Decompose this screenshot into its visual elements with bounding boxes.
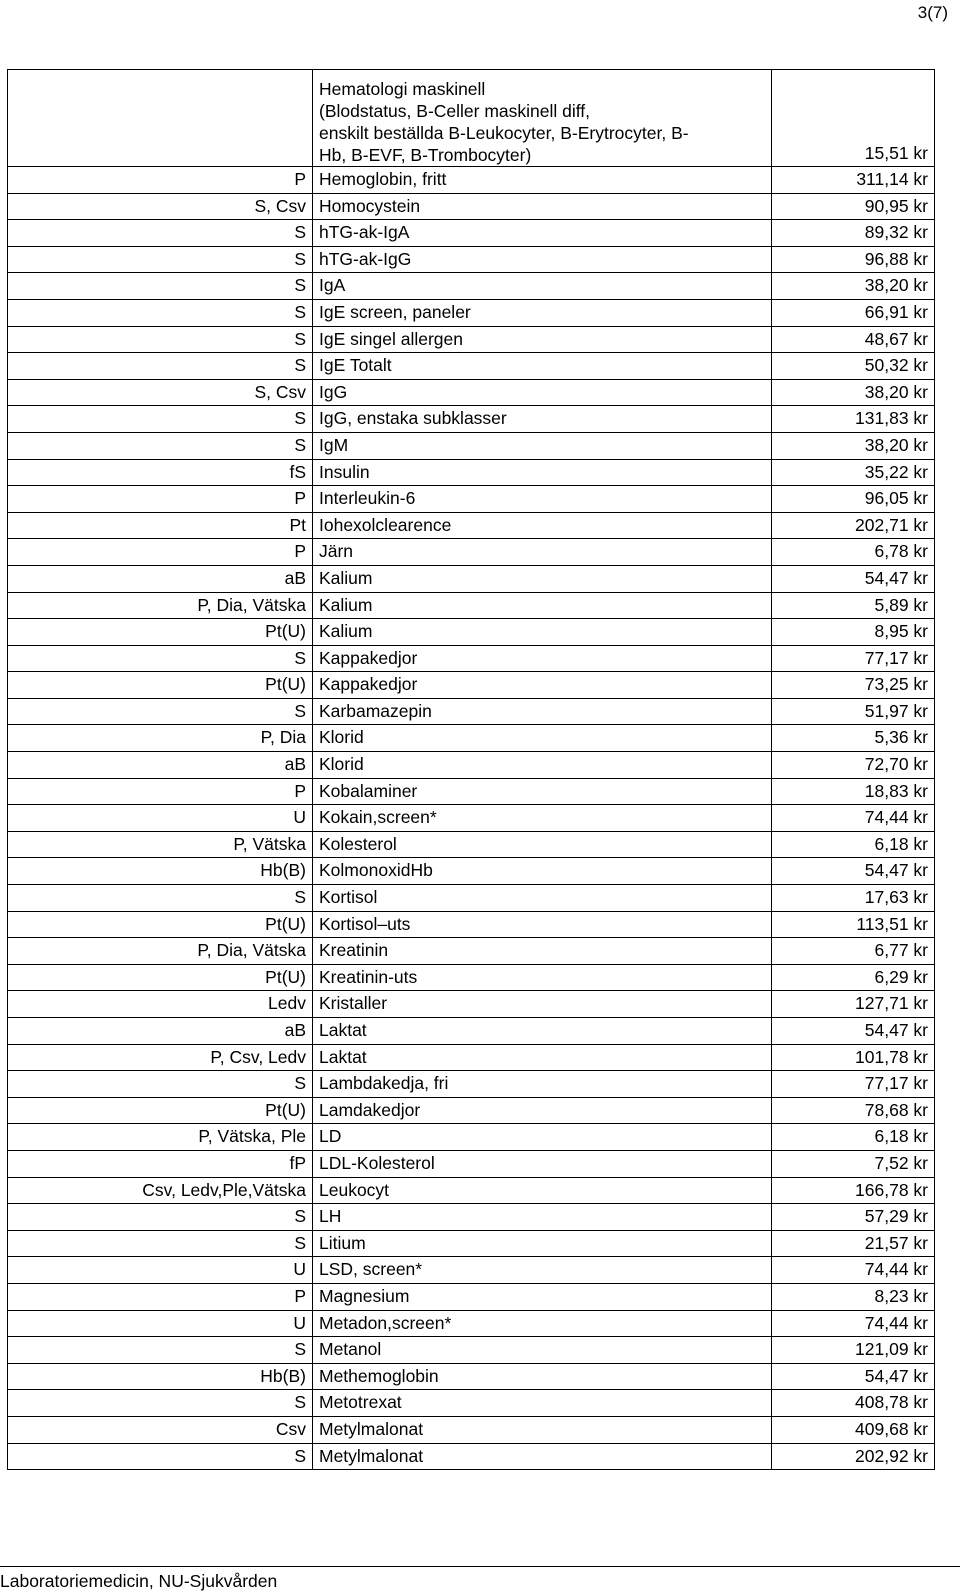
test-name-cell: Homocystein (313, 193, 772, 220)
table-row-header-group (8, 70, 935, 167)
price-cell: 121,09 kr (772, 1337, 935, 1364)
table-row (8, 858, 935, 885)
table-row (8, 805, 935, 832)
test-name-cell: Kappakedjor (313, 645, 772, 672)
test-name-cell: Kortisol–uts (313, 911, 772, 938)
table-row (8, 246, 935, 273)
price-cell: 311,14 kr (772, 167, 935, 194)
price-cell: 54,47 kr (772, 565, 935, 592)
sample-type-cell: S (8, 353, 313, 380)
price-cell: 5,36 kr (772, 725, 935, 752)
test-name-cell: IgG (313, 379, 772, 406)
table-row (8, 1310, 935, 1337)
sample-type-cell: Pt(U) (8, 672, 313, 699)
table-row (8, 1204, 935, 1231)
test-name-cell: Methemoglobin (313, 1363, 772, 1390)
price-cell: 408,78 kr (772, 1390, 935, 1417)
sample-type-cell: S (8, 645, 313, 672)
table-row (8, 1124, 935, 1151)
table-row (8, 1018, 935, 1045)
test-name-cell: KolmonoxidHb (313, 858, 772, 885)
test-name-cell: IgM (313, 432, 772, 459)
test-name-cell: IgE screen, paneler (313, 299, 772, 326)
table-row (8, 1071, 935, 1098)
sample-type-cell: S (8, 273, 313, 300)
test-name-cell: Kreatinin-uts (313, 964, 772, 991)
sample-type-cell: Csv, Ledv,Ple,Vätska (8, 1177, 313, 1204)
table-row (8, 1257, 935, 1284)
test-name-line: Hb, B-EVF, B-Trombocyter) (319, 145, 532, 165)
sample-type-cell: fS (8, 459, 313, 486)
sample-type-cell: Pt (8, 512, 313, 539)
price-cell: 21,57 kr (772, 1230, 935, 1257)
test-name-cell: LH (313, 1204, 772, 1231)
table-row (8, 964, 935, 991)
sample-type-cell: Pt(U) (8, 619, 313, 646)
table-row (8, 698, 935, 725)
price-cell: 7,52 kr (772, 1150, 935, 1177)
price-cell: 72,70 kr (772, 752, 935, 779)
price-cell: 50,32 kr (772, 353, 935, 380)
sample-type-cell: P, Vätska, Ple (8, 1124, 313, 1151)
sample-type-cell: Hb(B) (8, 858, 313, 885)
table-row (8, 539, 935, 566)
test-name-cell: Lambdakedja, fri (313, 1071, 772, 1098)
table-row (8, 273, 935, 300)
table-row (8, 885, 935, 912)
sample-type-cell: P (8, 167, 313, 194)
price-cell: 74,44 kr (772, 1257, 935, 1284)
test-name-line: enskilt beställda B-Leukocyter, B-Erytrocyter, B- (319, 123, 689, 143)
table-row (8, 911, 935, 938)
price-cell: 73,25 kr (772, 672, 935, 699)
price-cell: 166,78 kr (772, 1177, 935, 1204)
test-name-cell: Lamdakedjor (313, 1097, 772, 1124)
sample-type-cell: S (8, 1337, 313, 1364)
sample-type-cell: P, Dia, Vätska (8, 592, 313, 619)
price-cell: 131,83 kr (772, 406, 935, 433)
table-row (8, 432, 935, 459)
sample-type-cell: S (8, 1071, 313, 1098)
sample-type-cell: Csv (8, 1416, 313, 1443)
test-name-cell: Kappakedjor (313, 672, 772, 699)
sample-type-cell: S (8, 406, 313, 433)
table-row (8, 672, 935, 699)
sample-type-cell: S (8, 1204, 313, 1231)
price-cell: 8,95 kr (772, 619, 935, 646)
price-cell: 113,51 kr (772, 911, 935, 938)
table-row (8, 1390, 935, 1417)
footer-divider (0, 1566, 960, 1567)
test-name-cell: Interleukin-6 (313, 486, 772, 513)
test-name-cell: Laktat (313, 1044, 772, 1071)
test-name-cell: Kreatinin (313, 938, 772, 965)
price-cell: 78,68 kr (772, 1097, 935, 1124)
sample-type-cell: U (8, 1310, 313, 1337)
table-row (8, 752, 935, 779)
price-cell: 15,51 kr (772, 70, 935, 167)
table-row (8, 831, 935, 858)
test-name-cell: hTG-ak-IgA (313, 220, 772, 247)
sample-type-cell: P (8, 1283, 313, 1310)
test-name-cell: Laktat (313, 1018, 772, 1045)
test-name-line: Hematologi maskinell (319, 79, 486, 99)
table-row (8, 326, 935, 353)
sample-type-cell: U (8, 1257, 313, 1284)
sample-type-cell: P (8, 539, 313, 566)
sample-type-cell: S (8, 1390, 313, 1417)
footer-text: Laboratoriemedicin, NU-Sjukvården (0, 1571, 278, 1591)
sample-type-cell: U (8, 805, 313, 832)
table-row (8, 1416, 935, 1443)
price-cell: 5,89 kr (772, 592, 935, 619)
test-name-cell: IgE Totalt (313, 353, 772, 380)
table-row (8, 220, 935, 247)
table-row (8, 1283, 935, 1310)
sample-type-cell: S (8, 698, 313, 725)
table-row (8, 1177, 935, 1204)
test-name-cell: Kalium (313, 619, 772, 646)
sample-type-cell: S, Csv (8, 193, 313, 220)
table-row (8, 778, 935, 805)
price-cell: 57,29 kr (772, 1204, 935, 1231)
table-row (8, 645, 935, 672)
test-name-line: (Blodstatus, B-Celler maskinell diff, (319, 101, 591, 121)
price-cell: 6,77 kr (772, 938, 935, 965)
table-row (8, 1443, 935, 1470)
table-row (8, 1363, 935, 1390)
sample-type-cell: P, Dia, Vätska (8, 938, 313, 965)
test-name-cell: LSD, screen* (313, 1257, 772, 1284)
table-row (8, 619, 935, 646)
test-name-cell: Karbamazepin (313, 698, 772, 725)
test-name-cell: IgE singel allergen (313, 326, 772, 353)
price-cell: 409,68 kr (772, 1416, 935, 1443)
price-cell: 54,47 kr (772, 1363, 935, 1390)
table-row (8, 486, 935, 513)
sample-type-cell: S (8, 220, 313, 247)
test-name-cell: hTG-ak-IgG (313, 246, 772, 273)
price-cell: 77,17 kr (772, 1071, 935, 1098)
price-cell: 48,67 kr (772, 326, 935, 353)
price-cell: 6,29 kr (772, 964, 935, 991)
test-name-cell: Insulin (313, 459, 772, 486)
test-name-cell: Metanol (313, 1337, 772, 1364)
price-cell: 202,71 kr (772, 512, 935, 539)
price-cell: 77,17 kr (772, 645, 935, 672)
table-row (8, 1230, 935, 1257)
test-name-cell: Metadon,screen* (313, 1310, 772, 1337)
test-name-cell: Kristaller (313, 991, 772, 1018)
page-number: 3(7) (917, 3, 948, 22)
test-name-cell: Hemoglobin, fritt (313, 167, 772, 194)
price-cell: 101,78 kr (772, 1044, 935, 1071)
test-name-cell: Leukocyt (313, 1177, 772, 1204)
sample-type-cell: aB (8, 1018, 313, 1045)
table-row (8, 512, 935, 539)
table-row (8, 299, 935, 326)
test-name-cell: Kalium (313, 565, 772, 592)
price-cell: 38,20 kr (772, 273, 935, 300)
sample-type-cell: P, Dia (8, 725, 313, 752)
test-name-cell: Litium (313, 1230, 772, 1257)
table-row (8, 592, 935, 619)
test-name-cell: LD (313, 1124, 772, 1151)
sample-type-cell: P (8, 778, 313, 805)
sample-type-cell: Ledv (8, 991, 313, 1018)
test-name-cell (313, 70, 772, 167)
test-name-cell: Kolesterol (313, 831, 772, 858)
price-cell: 6,18 kr (772, 1124, 935, 1151)
table-row (8, 1097, 935, 1124)
sample-type-cell: S (8, 246, 313, 273)
test-name-cell: Magnesium (313, 1283, 772, 1310)
price-cell: 66,91 kr (772, 299, 935, 326)
test-name-cell: IgA (313, 273, 772, 300)
table-row (8, 1044, 935, 1071)
price-cell: 127,71 kr (772, 991, 935, 1018)
sample-type-cell: P, Vätska (8, 831, 313, 858)
sample-type-cell: S (8, 326, 313, 353)
sample-type-cell: P, Csv, Ledv (8, 1044, 313, 1071)
test-name-cell: Järn (313, 539, 772, 566)
table-row (8, 938, 935, 965)
sample-type-cell: Pt(U) (8, 911, 313, 938)
test-name-cell: Klorid (313, 725, 772, 752)
sample-type-cell: Pt(U) (8, 1097, 313, 1124)
test-name-cell: LDL-Kolesterol (313, 1150, 772, 1177)
price-cell: 6,18 kr (772, 831, 935, 858)
sample-type-cell: S (8, 299, 313, 326)
sample-type-cell: aB (8, 565, 313, 592)
table-row (8, 193, 935, 220)
price-cell: 17,63 kr (772, 885, 935, 912)
test-name-cell: Metylmalonat (313, 1416, 772, 1443)
sample-type-cell: P (8, 486, 313, 513)
test-name-cell: Metylmalonat (313, 1443, 772, 1470)
price-cell: 35,22 kr (772, 459, 935, 486)
price-cell: 38,20 kr (772, 432, 935, 459)
table-row (8, 379, 935, 406)
price-cell: 96,05 kr (772, 486, 935, 513)
price-cell: 8,23 kr (772, 1283, 935, 1310)
test-name-cell: Kalium (313, 592, 772, 619)
price-cell: 90,95 kr (772, 193, 935, 220)
table-row (8, 991, 935, 1018)
test-name-cell: IgG, enstaka subklasser (313, 406, 772, 433)
sample-type-cell: S (8, 885, 313, 912)
sample-type-cell: aB (8, 752, 313, 779)
sample-type-cell: Hb(B) (8, 1363, 313, 1390)
price-cell: 54,47 kr (772, 1018, 935, 1045)
table-row (8, 353, 935, 380)
sample-type-cell: S, Csv (8, 379, 313, 406)
table-row (8, 406, 935, 433)
table-row (8, 1150, 935, 1177)
sample-type-cell: S (8, 1443, 313, 1470)
price-cell: 89,32 kr (772, 220, 935, 247)
sample-type-cell: S (8, 1230, 313, 1257)
price-cell: 202,92 kr (772, 1443, 935, 1470)
table-row (8, 1337, 935, 1364)
sample-type-cell: Pt(U) (8, 964, 313, 991)
price-table-body (8, 70, 935, 1470)
test-name-cell: Kokain,screen* (313, 805, 772, 832)
sample-type-cell (8, 70, 313, 167)
table-row (8, 565, 935, 592)
table-row (8, 725, 935, 752)
price-table (7, 69, 935, 1470)
price-cell: 38,20 kr (772, 379, 935, 406)
price-cell: 96,88 kr (772, 246, 935, 273)
price-cell: 51,97 kr (772, 698, 935, 725)
sample-type-cell: S (8, 432, 313, 459)
price-cell: 6,78 kr (772, 539, 935, 566)
test-name-cell: Kobalaminer (313, 778, 772, 805)
price-cell: 74,44 kr (772, 1310, 935, 1337)
table-row (8, 459, 935, 486)
price-cell: 54,47 kr (772, 858, 935, 885)
table-row (8, 167, 935, 194)
sample-type-cell: fP (8, 1150, 313, 1177)
price-cell: 18,83 kr (772, 778, 935, 805)
price-cell: 74,44 kr (772, 805, 935, 832)
test-name-cell: Kortisol (313, 885, 772, 912)
test-name-cell: Metotrexat (313, 1390, 772, 1417)
test-name-cell: Klorid (313, 752, 772, 779)
test-name-cell: Iohexolclearence (313, 512, 772, 539)
